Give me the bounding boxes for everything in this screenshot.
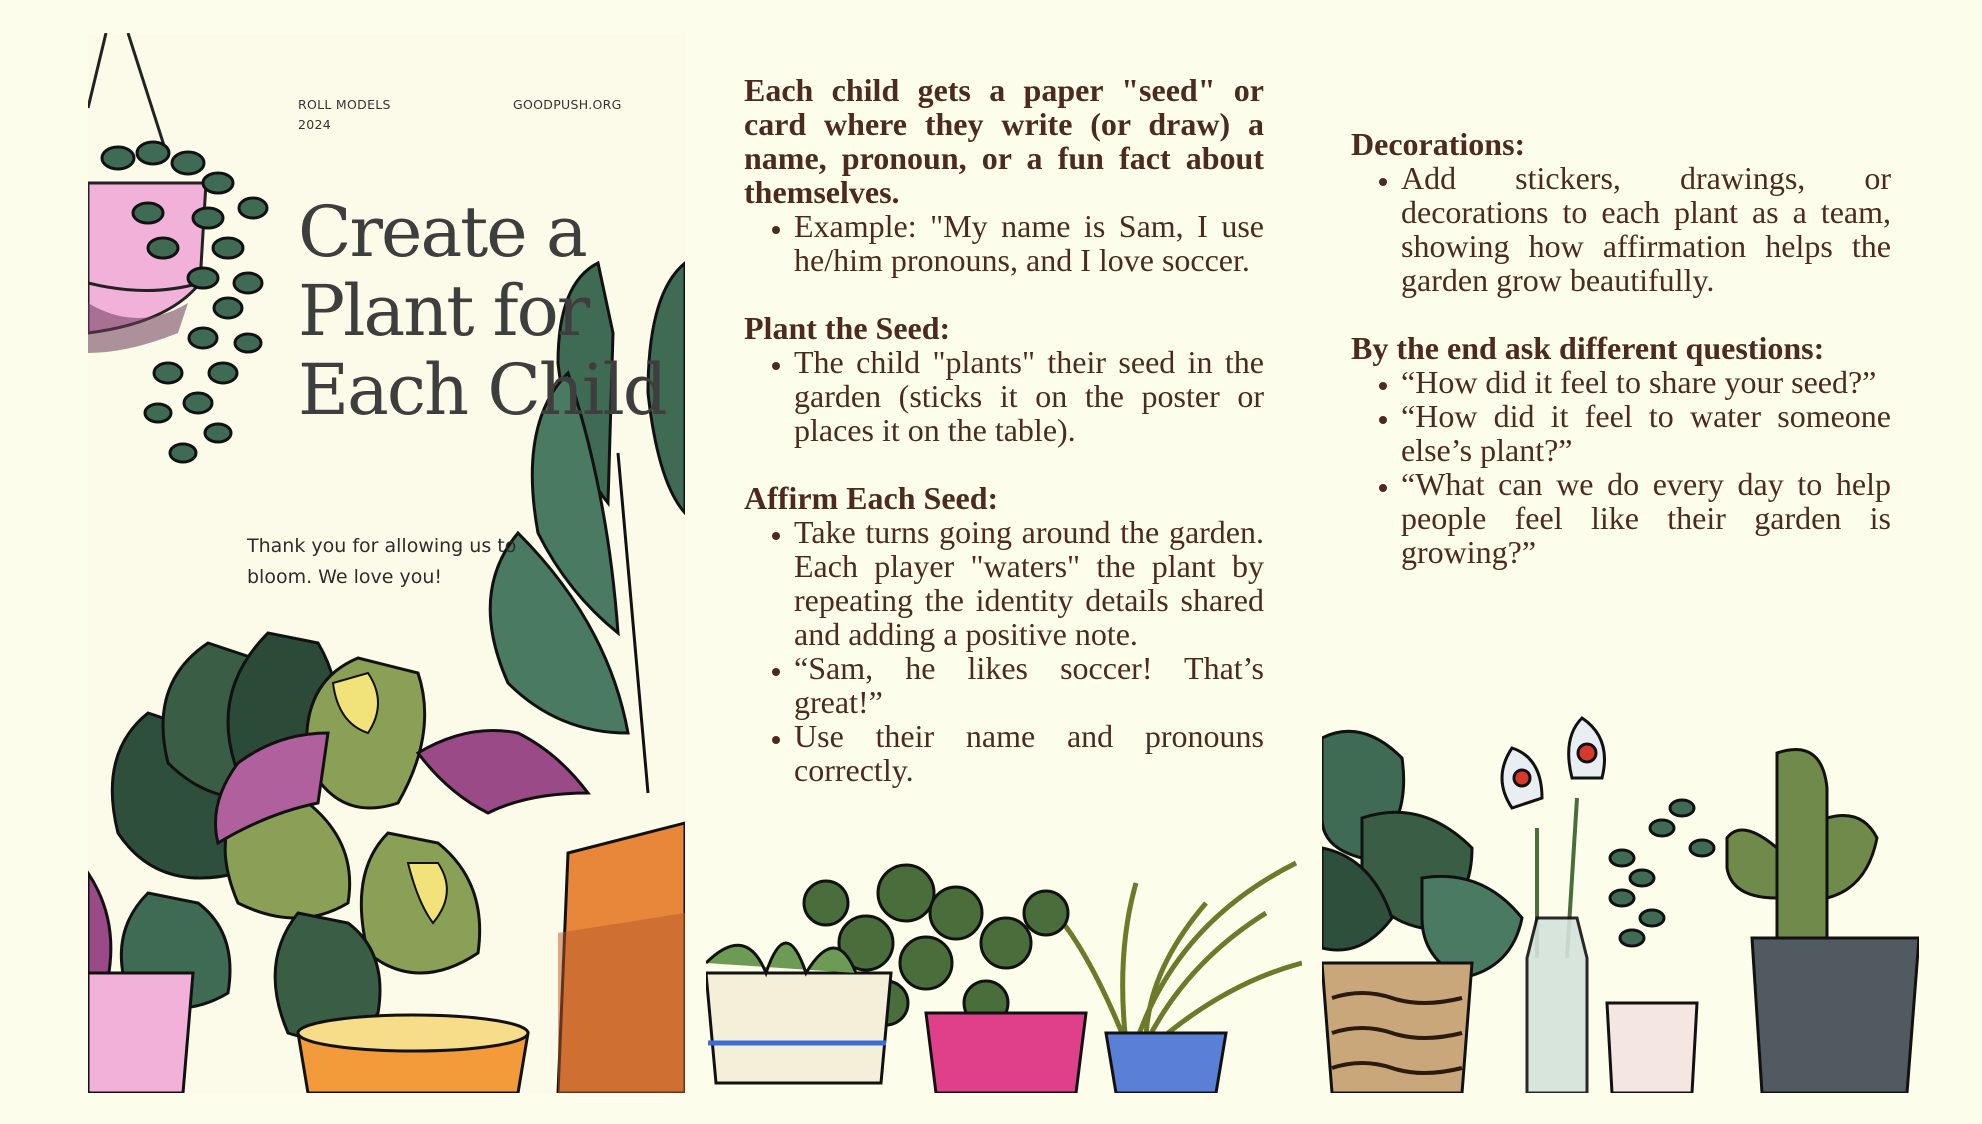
- list-item: • “How did it feel to water someone else’s plant?”: [1401, 399, 1891, 467]
- intro-list: [744, 209, 1264, 277]
- pink-pot-icon: [88, 973, 193, 1093]
- list-item: • “Sam, he likes soccer! That’s great!”: [794, 651, 1264, 719]
- fiddle-leaf-plant-icon: [1322, 731, 1522, 978]
- list-item: • Add stickers, drawings, or decorations to each plant as a team, showing how affirmation helps the garden grow beautifully.: [1401, 161, 1891, 297]
- trailing-plant-icon: [1610, 800, 1714, 946]
- pink-pot-icon: [926, 1013, 1086, 1093]
- plant-illustration-right: [1322, 698, 1919, 1093]
- brand-label: ROLL MODELS 2024: [298, 97, 391, 132]
- list-item: • Take turns going around the garden. Each player "waters" the plant by repeating the identity details shared and adding a positive note.: [794, 515, 1264, 651]
- cover-panel: [88, 33, 685, 1093]
- section-list: [744, 345, 1264, 447]
- list-item: • Example: "My name is Sam, I use he/him pronouns, and I love soccer.: [794, 209, 1264, 277]
- cactus-icon: [1727, 750, 1877, 958]
- instructions-panel-2: [1322, 33, 1919, 1093]
- list-item: • “How did it feel to share your seed?”: [1401, 365, 1891, 399]
- glass-vase-icon: [1527, 918, 1587, 1093]
- white-bowl-icon: [706, 973, 891, 1083]
- section-list: [1351, 161, 1891, 297]
- intro-paragraph: Each child gets a paper "seed" or card where they write (or draw) a name, pronoun, or a fun fact about themselves.: [744, 72, 1264, 210]
- section-list: [1351, 365, 1891, 569]
- section-heading-plant-seed: Plant the Seed:: [744, 310, 951, 346]
- instructions-text-2: [1351, 127, 1891, 569]
- thank-you-note: Thank you for allowing us to bloom. We love you!: [247, 535, 517, 588]
- hanging-plant-icon: [88, 33, 267, 462]
- mug-icon: [1607, 1003, 1697, 1093]
- page-title: Create a Plant for Each Child: [298, 191, 666, 431]
- website-label: GOODPUSH.ORG: [513, 97, 622, 112]
- list-item: • Use their name and pronouns correctly.: [794, 719, 1264, 787]
- section-list: [744, 515, 1264, 787]
- instructions-text-1: [744, 73, 1264, 787]
- instructions-panel-1: [706, 33, 1302, 1093]
- list-item: • “What can we do every day to help people feel like their garden is growing?”: [1401, 467, 1891, 569]
- plant-illustration-middle: [706, 843, 1302, 1093]
- section-heading-decorations: Decorations:: [1351, 126, 1526, 162]
- gray-pot-icon: [1752, 938, 1919, 1093]
- section-heading-affirm-seed: Affirm Each Seed:: [744, 480, 999, 516]
- section-heading-questions: By the end ask different questions:: [1351, 330, 1825, 366]
- blue-pot-icon: [1106, 1033, 1226, 1093]
- list-item: • The child "plants" their seed in the garden (sticks it on the poster or places it on the table).: [794, 345, 1264, 447]
